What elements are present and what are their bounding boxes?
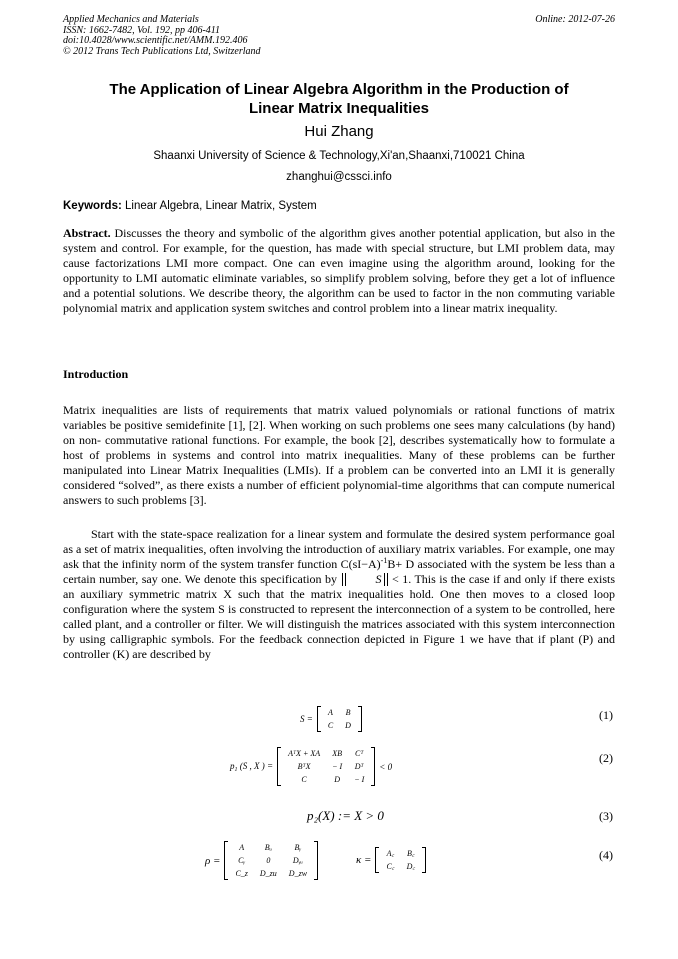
introduction-heading: Introduction [63,367,129,381]
intro-p2-part2: B+ D associated with the system be less than a certain number, say one. We denote this specification by [63,557,615,586]
eq4-rho-cell: 0 [266,856,271,865]
eq2-cell: Dᵀ [354,762,364,771]
journal-name: Applied Mechanics and Materials [63,14,199,25]
abstract-text: Discusses the theory and symbolic of the algorithm gives another potential application, but also in the system and control. For example, for the question, has made with special structure, but LMI problem data, may cause factorizations LMI more compact. One can even imagine using the algorithm around, looking for the opportunity to LMI automatic eliminate variables, so simplify problem solving, before they get a lot of influence and a potential solutions. We describe theory, the algorithm can be used to factor in the non commuting variable polynomial matrix and application system switches and control problem into a linear matrix inequality. [63,226,615,315]
equation-1-number: (1) [599,708,613,722]
eq2-matrix [277,747,375,786]
eq2-cell: Cᵀ [355,749,364,758]
eq1-lhs: S = [300,714,313,724]
eq1-cell: A [328,708,333,717]
eq2-cell: C [301,775,307,784]
eq2-func-sub: 1 [234,766,238,773]
eq4-kappa-lhs: κ = [356,854,372,866]
eq4-rho-cell: D_zu [259,869,277,878]
abstract [63,226,615,316]
abstract-label: Abstract. [63,226,111,240]
equation-4-kappa [356,847,426,873]
eq4-kappa-cell: D꜀ [406,862,416,871]
issn-line: ISSN: 1662-7482, Vol. 192, pp 406-411 [63,24,221,36]
paper-title [63,80,615,118]
eq2-func: p [230,760,235,771]
equation-2 [230,747,396,786]
equation-3-number: (3) [599,809,613,823]
keywords-label: Keywords: [63,200,122,212]
intro-paragraph-2 [63,527,615,662]
norm-symbol: S [345,573,385,586]
equation-4-rho [205,841,318,880]
eq2-cell: BᵀX [297,762,311,771]
copyright-line: © 2012 Trans Tech Publications Ltd, Switzerland [63,45,261,57]
eq2-cell: D [334,775,341,784]
eq2-args: (S , X ) = [239,760,274,771]
inverse-superscript: -1 [380,556,388,565]
author-email: zhanghui@cssci.info [286,171,392,183]
equation-2-number: (2) [599,751,613,765]
eq4-kappa-cell: C꜀ [386,862,395,871]
eq4-kappa-cell: B꜀ [407,849,415,858]
eq1-matrix [317,706,362,732]
equation-1 [300,706,362,732]
eq4-rho-cell: Dᵧᵤ [292,856,303,865]
keywords-text: Linear Algebra, Linear Matrix, System [121,200,317,212]
eq4-rho-cell: D_zw [288,869,308,878]
eq1-cell: B [345,708,351,717]
eq4-rho-cell: A [239,843,245,852]
author-name: Hui Zhang [304,123,374,140]
eq2-cell: − I [332,762,343,771]
eq4-rho-matrix [224,841,318,880]
author-affiliation: Shaanxi University of Science & Technology,Xi'an,Shaanxi,710021 China [153,150,525,162]
eq4-rho-cell: Cᵧ [238,856,246,865]
intro-p2-part3: < 1. This is the case if and only if there exists an auxiliary symmetric matrix X such that the matrix inequalities hold. One then moves to a closed loop configuration where the system S is constructed to represent the interconnection of a system to be controlled, here called plant, and a controller or filter. We will distinguish the matrices associated with this system interconnection by using calligraphic symbols. For the feedback connection depicted in Figure 1 we have that if plant (P) and controller (K) are described by [63,572,615,661]
eq2-rhs: < 0 [379,761,393,772]
eq4-rho-cell: Bᵤ [264,843,272,852]
eq2-lhs [230,761,273,773]
doi-line: doi:10.4028/www.scientific.net/AMM.192.406 [63,35,248,46]
eq4-kappa-matrix [375,847,426,873]
equation-4-number: (4) [599,848,613,862]
title-line-1: The Application of Linear Algebra Algorithm in the Production of [109,81,569,98]
eq2-cell: AᵀX + XA [288,749,321,758]
equation-3: p₂(X) := X > 0 [307,808,384,823]
online-date: Online: 2012-07-26 [535,14,615,25]
eq1-cell: D [345,721,351,730]
eq4-rho-cell: C_z [235,869,248,878]
title-line-2: Linear Matrix Inequalities [248,100,430,117]
eq2-cell: XB [332,749,343,758]
eq1-cell: C [327,721,334,730]
eq4-kappa-cell: A꜀ [386,849,395,858]
intro-paragraph-1: Matrix inequalities are lists of requirements that matrix valued polynomials or rational functions of matrix variables be positive semidefinite [1], [2]. When working on such problems one sees many calculations (by hand) on non- commutative rational functions. For example, the book [2], describes systematically how to formulate a host of problems in systems and control into matrix inequalities. Many of these problems can be further manipulated into Linear Matrix Inequalities (LMIs). If a problem can be converted into an LMI it is generally considered “solved”, as there exists a number of efficient polynomial-time algorithms that can compute numerical answers to such problems [3]. [63,403,615,507]
keywords [63,200,317,212]
intro-p2-part1: Start with the state-space realization for a linear system and formulate the desired system performance goal as a set of matrix inequalities, often involving the introduction of auxiliary matrix variables. For example, one may ask that the infinity norm of the system transfer function C(sI−A) [63,527,615,571]
eq4-rho-cell: Bᵧ [294,843,302,852]
eq2-cell: − I [354,775,365,784]
journal-header [63,15,261,57]
eq4-rho-lhs: ρ = [205,854,221,867]
